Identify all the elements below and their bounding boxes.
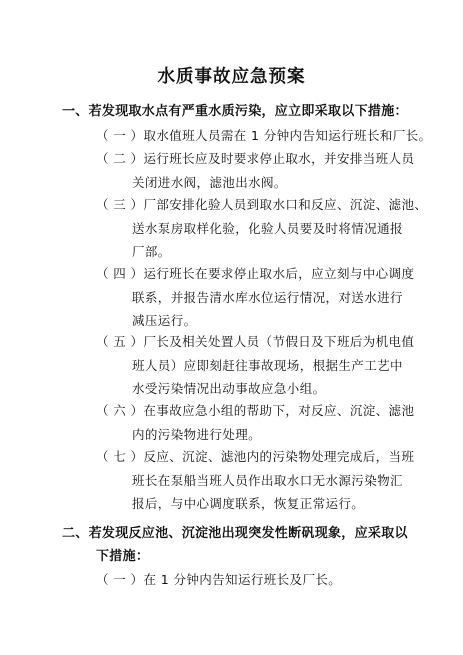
section-heading-line: 二、若发现反应池、沉淀池出现突发性断矾现象，应采取以 bbox=[62, 526, 408, 541]
document-title: 水质事故应急预案 bbox=[157, 67, 306, 87]
section-heading-line: 一、若发现取水点有严重水质污染，应立即采取以下措施： bbox=[62, 104, 408, 119]
list-item-1-7 bbox=[96, 445, 415, 516]
item-line: 班人员）应即刻赶往事故现场，根据生产工艺中 bbox=[132, 357, 403, 373]
item-line: 内的污染物进行处理。 bbox=[132, 426, 262, 442]
list-item-1-4 bbox=[96, 262, 415, 333]
section-heading-2 bbox=[62, 522, 422, 568]
item-line: 送水泵房取样化验，化验人员要及时将情况通报 bbox=[132, 220, 403, 236]
list-item-1-3 bbox=[96, 193, 428, 264]
item-line: 班长在泵船当班人员作出取水口无水源污染物汇 bbox=[132, 472, 403, 488]
section-heading-line: 下措施： bbox=[96, 549, 150, 564]
item-line: （ 一 ）取水值班人员需在 1 分钟内告知运行班长和厂长。 bbox=[96, 128, 432, 143]
item-line: 减压运行。 bbox=[132, 313, 197, 328]
item-line: 水受污染情况出动事故应急小组。 bbox=[132, 381, 326, 396]
item-line: （ 六 ）在事故应急小组的帮助下，对反应、沉淀、滤池 bbox=[96, 403, 415, 418]
section-heading-1 bbox=[62, 100, 422, 123]
item-line: 厂部。 bbox=[132, 244, 171, 259]
item-line: （ 七 ）反应、沉淀、滤池内的污染物处理完成后，当班 bbox=[96, 449, 415, 464]
item-line: （ 二 ）运行班长应及时要求停止取水，并安排当班人员 bbox=[96, 151, 415, 166]
item-line: 联系，并报告清水库水位运行情况，对送水进行 bbox=[132, 289, 403, 305]
list-item-1-5 bbox=[96, 330, 415, 401]
list-item-1-2 bbox=[96, 147, 415, 194]
list-item-1-1 bbox=[96, 124, 432, 148]
item-line: （ 三 ）厂部安排化验人员到取水口和反应、沉淀、滤池、 bbox=[96, 197, 428, 212]
item-line: （ 四 ）运行班长在要求停止取水后，应立刻与中心调度 bbox=[96, 266, 415, 281]
item-line: （ 五 ）厂长及相关处置人员（节假日及下班后为机电值 bbox=[96, 334, 415, 349]
item-line: 关闭进水阀，滤池出水阀。 bbox=[132, 174, 287, 190]
list-item-1-6 bbox=[96, 399, 415, 446]
item-line: （ 一 ）在 1 分钟内告知运行班长及厂长。 bbox=[96, 572, 342, 587]
item-line: 报后，与中心调度联系，恢复正常运行。 bbox=[132, 496, 365, 511]
list-item-2-1 bbox=[96, 568, 406, 592]
